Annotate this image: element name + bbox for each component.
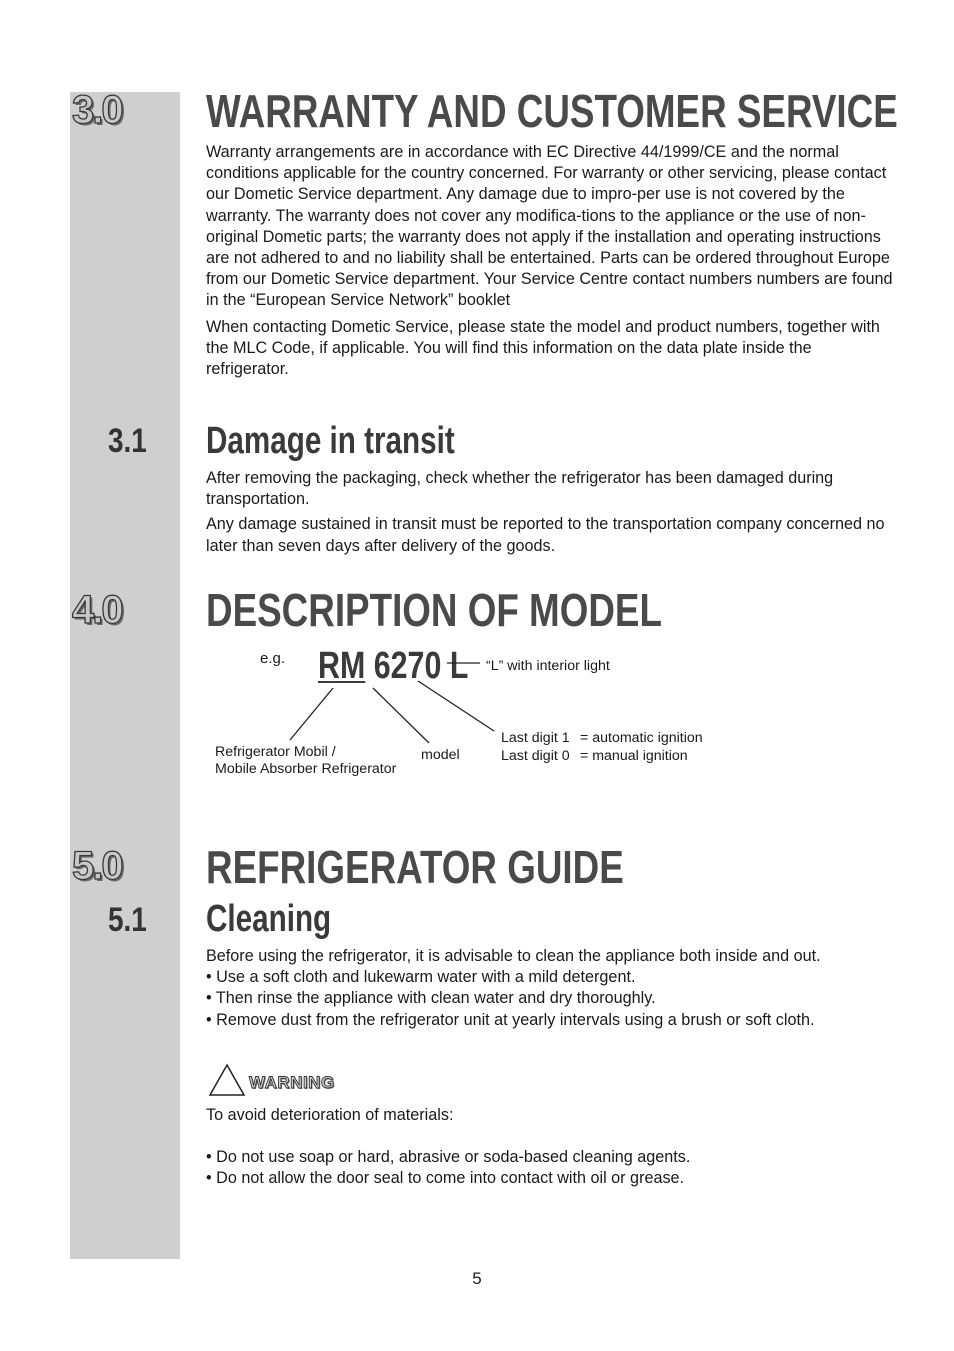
digit1-value: = automatic ignition xyxy=(580,730,703,746)
warning-bullet-2: • Do not allow the door seal to come into contact with oil or grease. xyxy=(206,1169,685,1188)
leader-line-digit xyxy=(418,681,494,731)
warranty-paragraph-1: Warranty arrangements are in accordance with EC Directive 44/1999/CE and the normal conditions applicable for the country concerned. For warranty or other servicing, please contact our Dometic Service department. Any damage due to impro-per use is not covered by the warranty. The warranty does not cover any modifica-tions to the appliance or the use of non-original Dometic parts; the warranty does not apply if the installation and operating instructions are not adhered to and no liability shall be entertained. Parts can be ordered throughout Europe from our Dometic Service department. Your Service Centre contact numbers numbers are found in the “European Service Network” booklet xyxy=(206,143,893,310)
cleaning-body xyxy=(206,946,896,1031)
cleaning-intro: Before using the refrigerator, it is advisable to clean the appliance both inside and out. xyxy=(206,947,821,965)
section-number-5-1: 5.1 xyxy=(108,901,147,939)
model-label: model xyxy=(421,747,460,763)
section-title-warranty: WARRANTY AND CUSTOMER SERVICE xyxy=(206,85,898,137)
cleaning-bullet-3: • Remove dust from the refrigerator unit at yearly intervals using a brush or soft cloth. xyxy=(206,1010,815,1029)
code-model: 6270 xyxy=(373,645,442,687)
warranty-paragraph-2: When contacting Dometic Service, please state the model and product numbers, together with the MLC Code, if applicable. You will find this information on the data plate inside the refrigerator. xyxy=(206,317,880,379)
section-number-3-0: 3.0 xyxy=(72,88,122,132)
section-title-damage-in-transit: Damage in transit xyxy=(206,420,455,462)
rm-label-line-2: Mobile Absorber Refrigerator xyxy=(215,761,397,777)
section-title-description-of-model: DESCRIPTION OF MODEL xyxy=(206,584,662,636)
section-number-3-1: 3.1 xyxy=(108,422,147,460)
warning-label: WARNING xyxy=(249,1073,335,1092)
light-note: “L” with interior light xyxy=(486,658,610,674)
eg-label: e.g. xyxy=(260,650,286,667)
warning-triangle-icon xyxy=(208,1063,246,1097)
code-rm: RM xyxy=(318,645,366,687)
cleaning-bullet-1: • Use a soft cloth and lukewarm water with a mild detergent. xyxy=(206,968,636,987)
leader-line-rm xyxy=(290,688,333,740)
damage-paragraph-1: After removing the packaging, check whether the refrigerator has been damaged during transportation. xyxy=(206,469,834,509)
leader-line-model xyxy=(373,688,429,743)
digit0-value: = manual ignition xyxy=(580,748,688,764)
code-suffix: L xyxy=(449,645,469,687)
rm-label-line-1: Refrigerator Mobil / xyxy=(215,744,336,760)
damage-paragraph-2: Any damage sustained in transit must be reported to the transportation company concerned no later than seven days after delivery of the goods. xyxy=(206,515,885,555)
page-number: 5 xyxy=(472,1269,482,1288)
section-number-5-0: 5.0 xyxy=(72,844,122,888)
section-number-4-0: 4.0 xyxy=(72,588,122,632)
digit0-label: Last digit 0 xyxy=(501,748,570,764)
section-title-cleaning: Cleaning xyxy=(206,898,332,940)
warning-body xyxy=(206,1105,896,1190)
cleaning-bullet-2: • Then rinse the appliance with clean water and dry thoroughly. xyxy=(206,989,656,1008)
warning-intro: To avoid deterioration of materials: xyxy=(206,1106,454,1124)
section-title-refrigerator-guide: REFRIGERATOR GUIDE xyxy=(206,841,624,893)
digit1-label: Last digit 1 xyxy=(501,730,570,746)
warning-bullet-1: • Do not use soap or hard, abrasive or soda-based cleaning agents. xyxy=(206,1148,691,1167)
